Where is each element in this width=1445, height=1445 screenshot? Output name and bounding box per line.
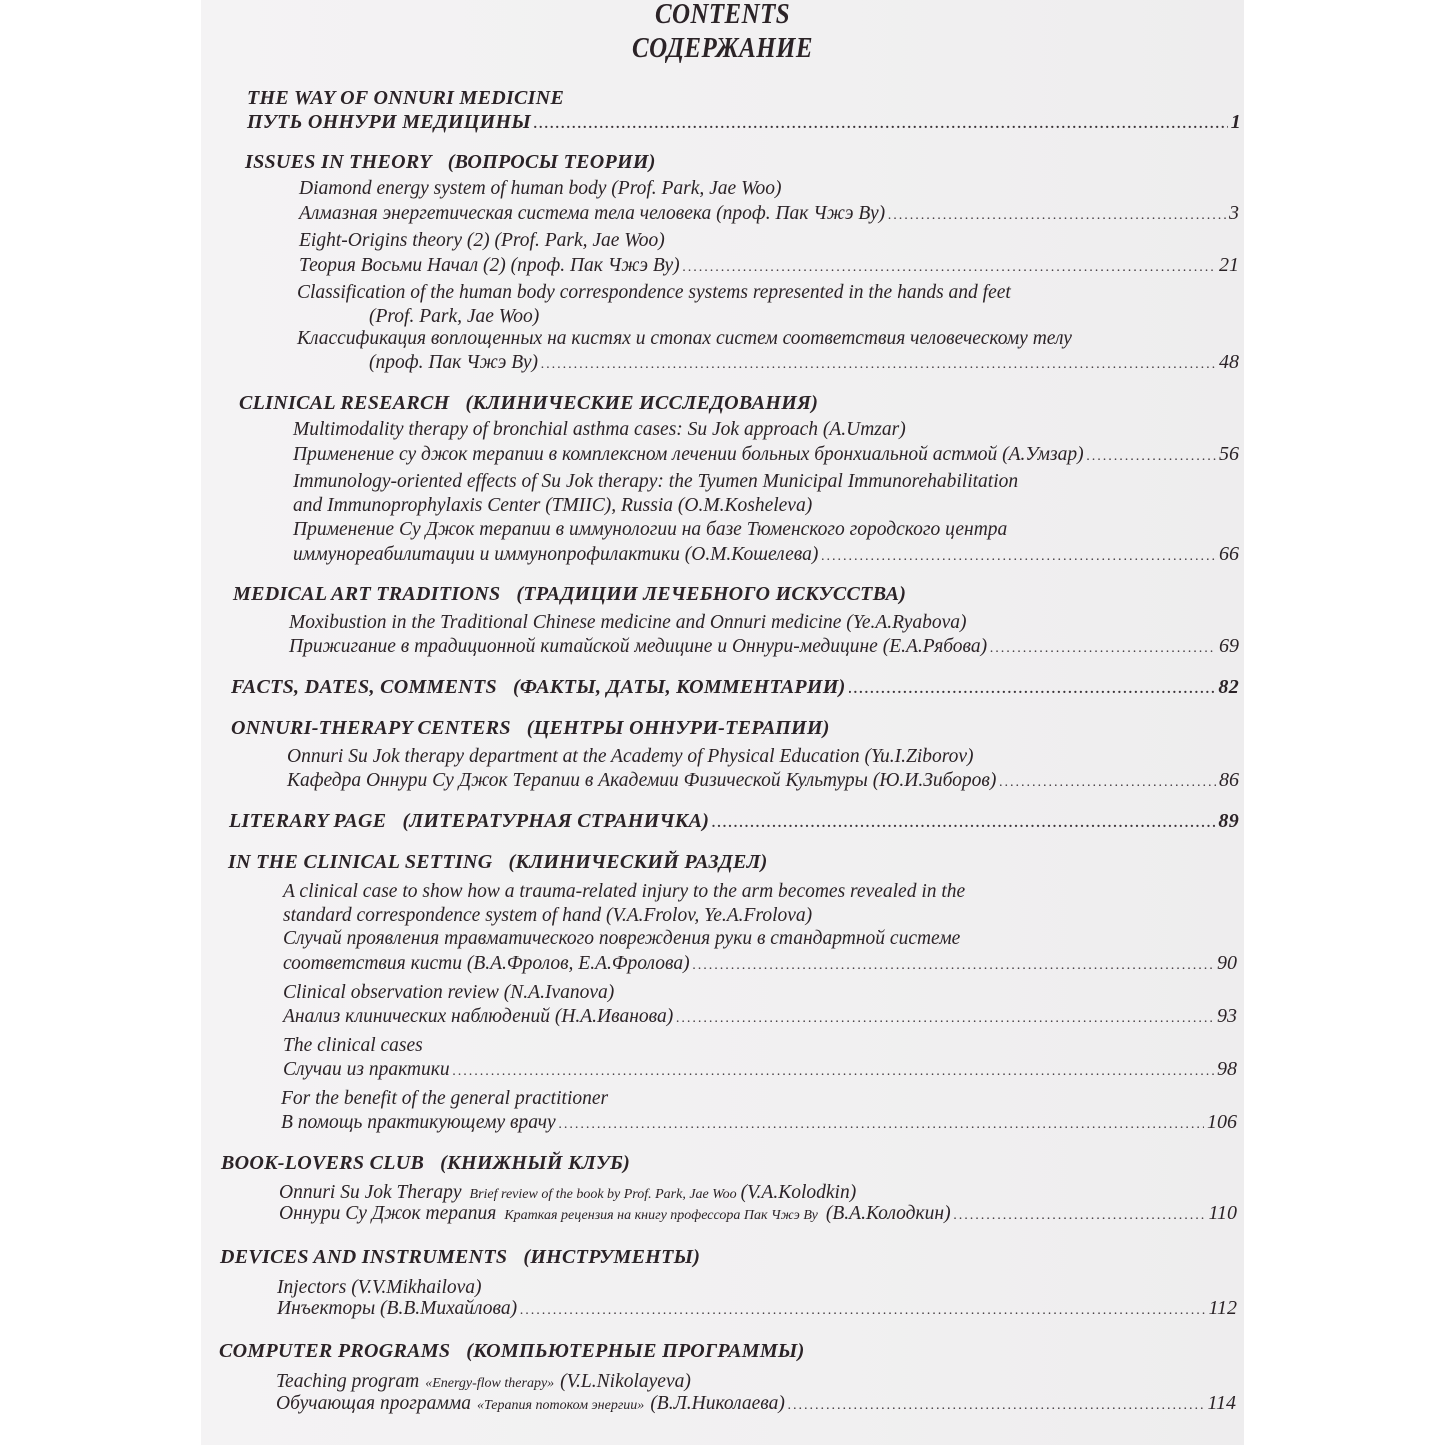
- page-number: 106: [1207, 1111, 1237, 1133]
- dot-leader: [712, 812, 1215, 836]
- section-heading-devices-and-instruments: DEVICES AND INSTRUMENTS (ИНСТРУМЕНТЫ): [220, 1246, 701, 1268]
- toc-item-en-cont: and Immunoprophylaxis Center (TMIIC), Russia (O.M.Kosheleva): [293, 495, 813, 516]
- toc-item-en-cont: (Prof. Park, Jae Woo): [369, 306, 540, 327]
- toc-entry-way-ru[interactable]: ПУТЬ ОННУРИ МЕДИЦИНЫ ..... 1: [247, 110, 1241, 137]
- toc-item-en: Onnuri Su Jok therapy department at the Academy of Physical Education (Yu.I.Ziborov): [287, 746, 974, 767]
- page-number: 69: [1219, 635, 1239, 657]
- toc-entry[interactable]: Прижигание в традиционной китайской медицине и Оннури-медицине (Е.А.Рябова) ..... 69: [289, 634, 1239, 661]
- page-number: 1: [1230, 111, 1241, 133]
- dot-leader: [788, 1394, 1205, 1418]
- page-number: 3: [1229, 202, 1239, 224]
- toc-entry-facts-dates-comments[interactable]: FACTS, DATES, COMMENTS (ФАКТЫ, ДАТЫ, КОММЕНТАРИИ) ..... 82: [231, 675, 1239, 702]
- dot-leader: [541, 353, 1216, 377]
- toc-item-en: Diamond energy system of human body (Prof. Park, Jae Woo): [299, 178, 782, 199]
- toc-entry[interactable]: Случаи из практики ..... 98: [283, 1057, 1237, 1084]
- section-heading-book-lovers-club: BOOK-LOVERS CLUB (КНИЖНЫЙ КЛУБ): [221, 1152, 631, 1174]
- dot-leader: [821, 545, 1216, 569]
- contents-page: [201, 0, 1244, 1445]
- page-number: 114: [1207, 1392, 1236, 1414]
- dot-leader: [954, 1204, 1206, 1228]
- toc-item-en-cont: standard correspondence system of hand (V.A.Frolov, Ye.A.Frolova): [283, 905, 813, 926]
- toc-item-en: A clinical case to show how a trauma-related injury to the arm becomes revealed in the: [283, 881, 966, 902]
- page-number: 93: [1217, 1005, 1237, 1027]
- page-number: 82: [1218, 676, 1239, 698]
- toc-item-en: Teaching program «Energy-flow therapy» (V.L.Nikolayeva): [276, 1371, 691, 1392]
- toc-entry[interactable]: Инъекторы (В.В.Михайлова) ..... 112: [277, 1296, 1237, 1323]
- dot-leader: [520, 1299, 1205, 1323]
- page-number: 21: [1219, 254, 1239, 276]
- dot-leader: [888, 204, 1226, 228]
- toc-item-en: Injectors (V.V.Mikhailova): [277, 1277, 482, 1298]
- page-number: 66: [1219, 543, 1239, 565]
- toc-entry[interactable]: Кафедра Оннури Су Джок Терапии в Академии Физической Культуры (Ю.И.Зиборов) ..... 86: [287, 768, 1239, 795]
- page-title-en: CONTENTS: [654, 0, 791, 30]
- page-number: 48: [1219, 351, 1239, 373]
- section-heading-clinical-research: CLINICAL RESEARCH (КЛИНИЧЕСКИЕ ИССЛЕДОВАНИЯ): [239, 392, 819, 414]
- toc-item-en: Eight-Origins theory (2) (Prof. Park, Jae Woo): [299, 230, 665, 251]
- page-number: 56: [1219, 443, 1239, 465]
- toc-entry[interactable]: (проф. Пак Чжэ Ву) ..... 48: [369, 350, 1239, 377]
- dot-leader: [999, 771, 1216, 795]
- page-title-ru: СОДЕРЖАНИЕ: [632, 32, 813, 64]
- toc-item-ru: Случай проявления травматического повреждения руки в стандартной системе: [283, 928, 961, 949]
- toc-entry[interactable]: Обучающая программа «Терапия потоком энергии» (В.Л.Николаева) ..... 114: [276, 1391, 1236, 1418]
- toc-entry[interactable]: Применение су джок терапии в комплексном лечении больных бронхиальной астмой (А.Умзар) ..... 56: [293, 442, 1239, 469]
- toc-item-en: The clinical cases: [283, 1035, 423, 1056]
- page-number: 110: [1208, 1202, 1237, 1224]
- toc-item-en: Immunology-oriented effects of Su Jok therapy: the Tyumen Municipal Immunorehabilitation: [293, 471, 1019, 492]
- toc-item-en: Clinical observation review (N.A.Ivanova): [283, 982, 615, 1003]
- section-heading-in-the-clinical-setting: IN THE CLINICAL SETTING (КЛИНИЧЕСКИЙ РАЗДЕЛ): [228, 851, 768, 873]
- page-number: 112: [1208, 1297, 1237, 1319]
- toc-entry[interactable]: соответствия кисти (В.А.Фролов, Е.А.Фролова) ..... 90: [283, 951, 1237, 978]
- toc-entry[interactable]: Теория Восьми Начал (2) (проф. Пак Чжэ Ву) ..... 21: [299, 253, 1239, 280]
- section-heading-way-en: THE WAY OF ONNURI MEDICINE: [247, 87, 565, 109]
- page-number: 89: [1218, 810, 1239, 832]
- toc-item-ru: Применение Су Джок терапии в иммунологии на базе Тюменского городского центра: [293, 519, 1008, 540]
- dot-leader: [693, 954, 1214, 978]
- toc-entry[interactable]: Анализ клинических наблюдений (Н.А.Иванова) ..... 93: [283, 1004, 1237, 1031]
- toc-item-en: Onnuri Su Jok Therapy Brief review of the book by Prof. Park, Jae Woo (V.A.Kolodkin): [279, 1182, 857, 1203]
- toc-entry[interactable]: иммунореабилитации и иммунопрофилактики (О.М.Кошелева) ..... 66: [293, 542, 1239, 569]
- section-heading-issues-in-theory: ISSUES IN THEORY (ВОПРОСЫ ТЕОРИИ): [245, 151, 656, 173]
- toc-entry[interactable]: Алмазная энергетическая система тела человека (проф. Пак Чжэ Ву) ..... 3: [299, 201, 1239, 228]
- dot-leader: [676, 1007, 1214, 1031]
- toc-item-en: Multimodality therapy of bronchial asthma cases: Su Jok approach (A.Umzar): [293, 419, 906, 440]
- dot-leader: [559, 1113, 1204, 1137]
- dot-leader: [683, 256, 1216, 280]
- section-heading-onnuri-therapy-centers: ONNURI-THERAPY CENTERS (ЦЕНТРЫ ОННУРИ-ТЕРАПИИ): [231, 717, 830, 739]
- toc-item-en: Moxibustion in the Traditional Chinese medicine and Onnuri medicine (Ye.A.Ryabova): [289, 612, 967, 633]
- toc-item-ru: Классификация воплощенных на кистях и стопах систем соответствия человеческому телу: [297, 328, 1072, 349]
- page-number: 90: [1217, 952, 1237, 974]
- dot-leader: [453, 1060, 1214, 1084]
- dot-leader: [534, 113, 1228, 137]
- page-number: 86: [1219, 769, 1239, 791]
- section-heading-computer-programs: COMPUTER PROGRAMS (КОМПЬЮТЕРНЫЕ ПРОГРАММЫ): [219, 1340, 805, 1362]
- toc-item-en: Classification of the human body correspondence systems represented in the hands and feet: [297, 282, 1011, 303]
- toc-entry[interactable]: Оннури Су Джок терапия Краткая рецензия на книгу профессора Пак Чжэ Ву (В.А.Колодкин) ..... 110: [279, 1201, 1237, 1228]
- toc-entry[interactable]: В помощь практикующему врачу ..... 106: [281, 1110, 1237, 1137]
- section-heading-medical-art-traditions: MEDICAL ART TRADITIONS (ТРАДИЦИИ ЛЕЧЕБНОГО ИСКУССТВА): [233, 583, 907, 605]
- toc-entry-literary-page[interactable]: LITERARY PAGE (ЛИТЕРАТУРНАЯ СТРАНИЧКА) ..... 89: [229, 809, 1239, 836]
- page-number: 98: [1217, 1058, 1237, 1080]
- dot-leader: [990, 637, 1216, 661]
- dot-leader: [1087, 445, 1216, 469]
- dot-leader: [849, 678, 1216, 702]
- toc-item-en: For the benefit of the general practitioner: [281, 1088, 609, 1109]
